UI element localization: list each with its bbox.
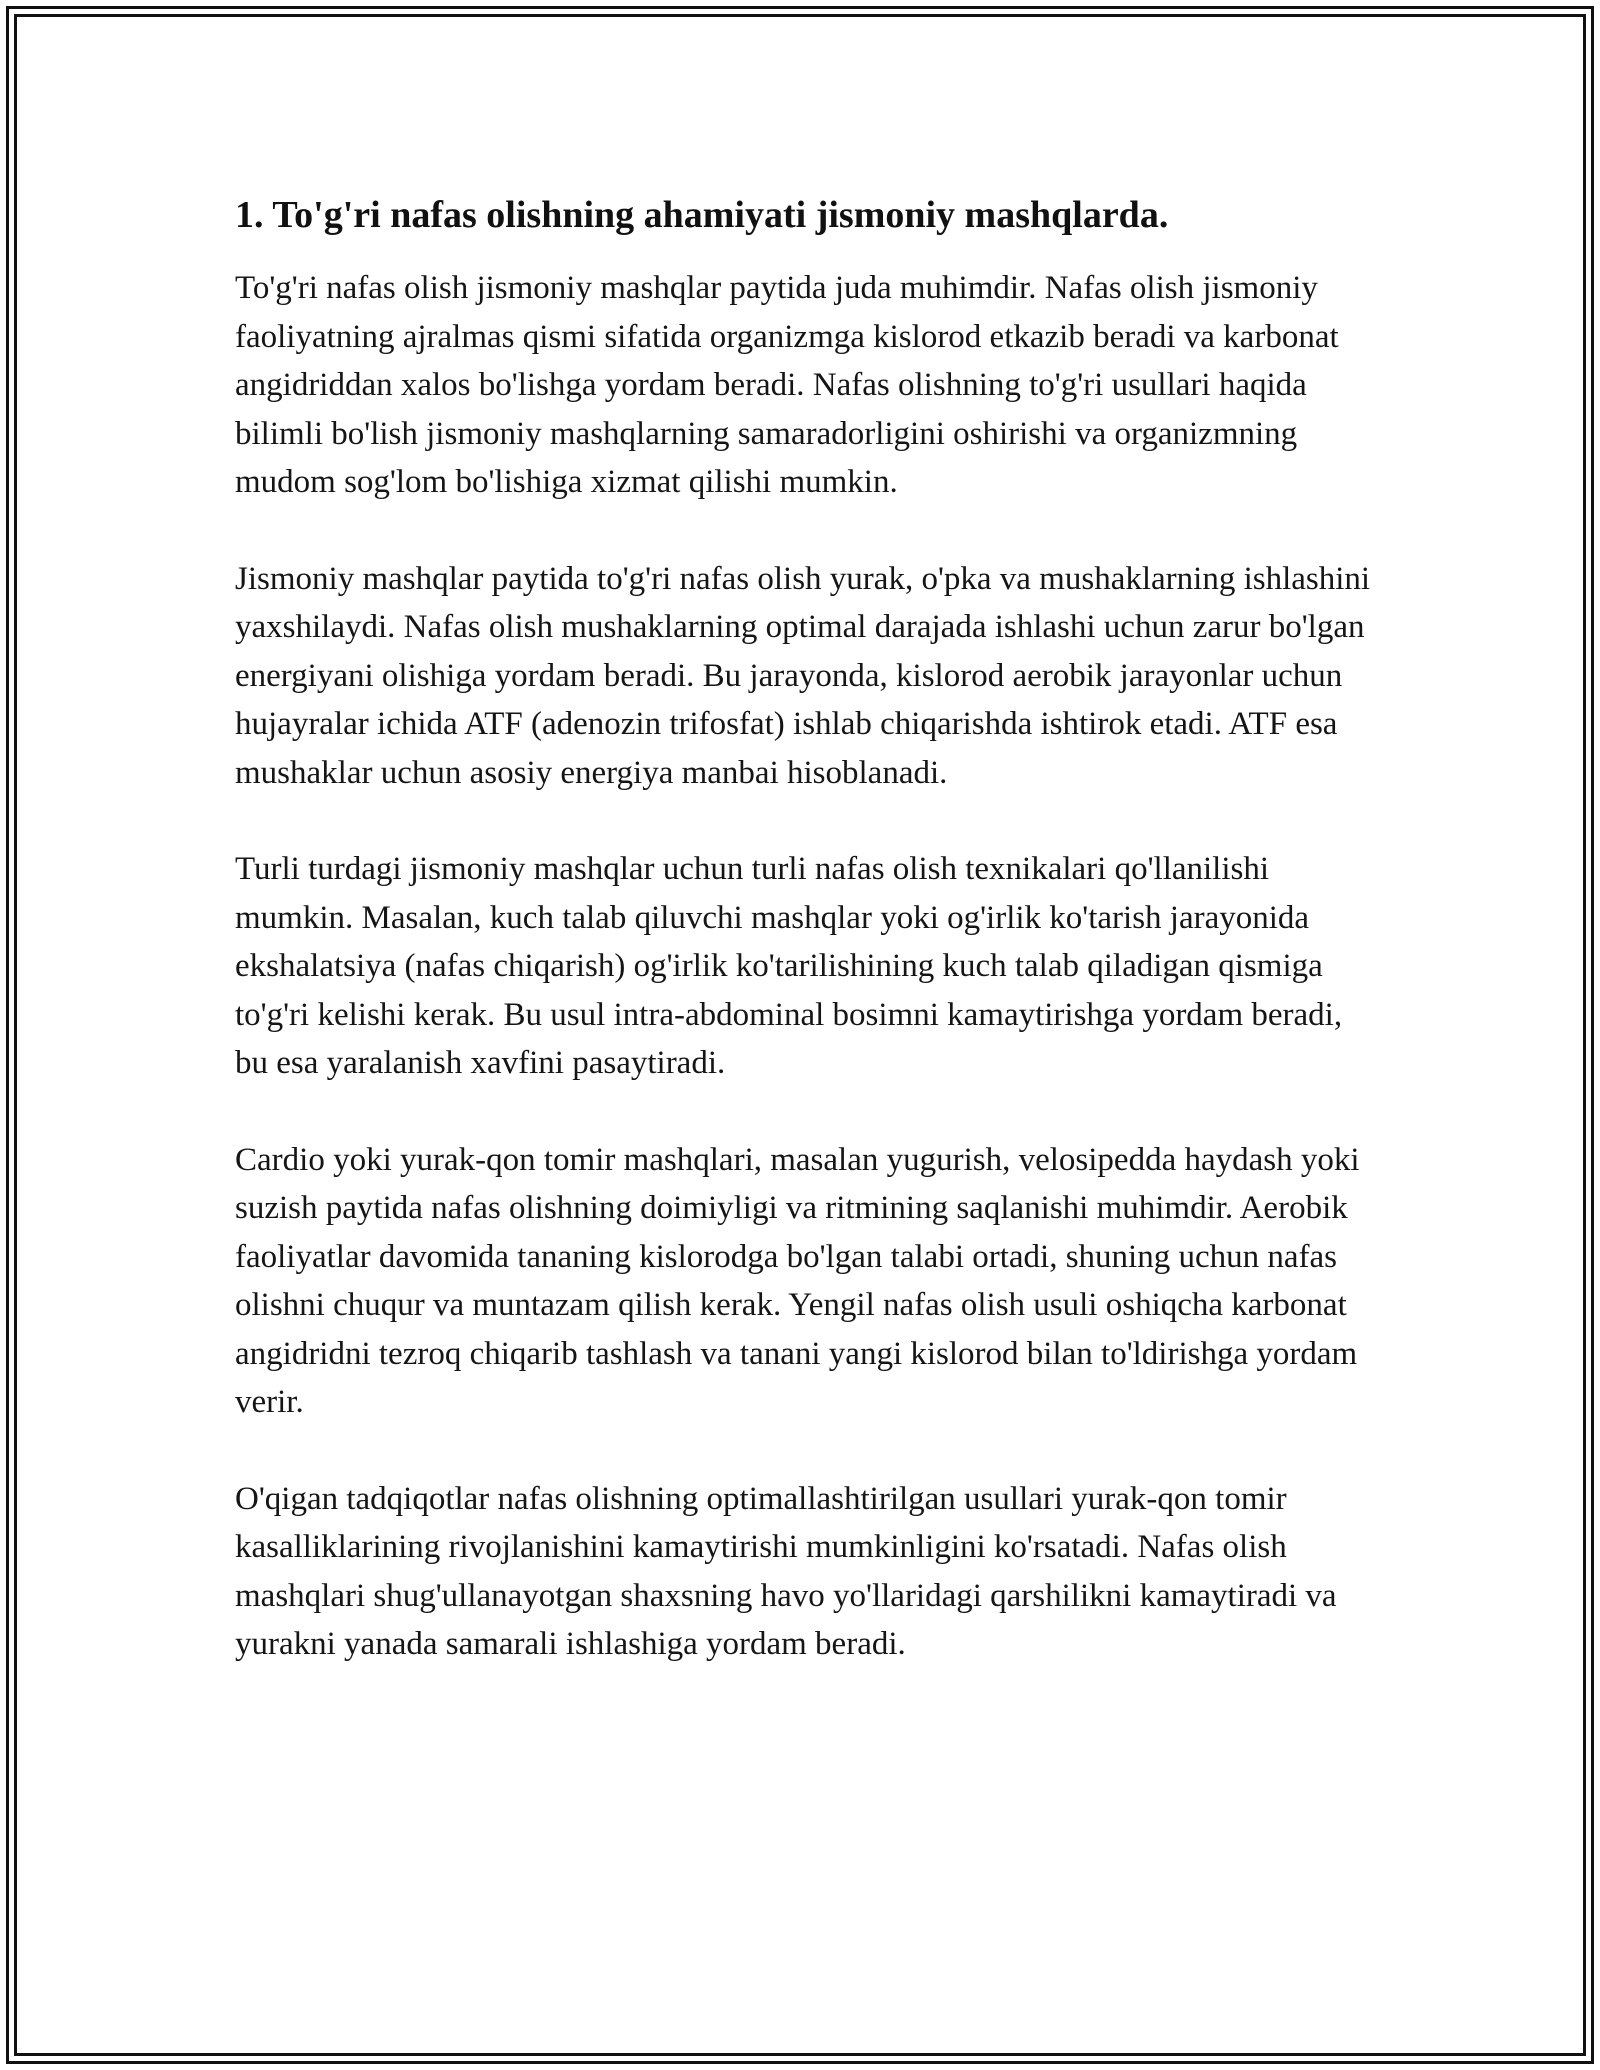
paragraph-1: To'g'ri nafas olish jismoniy mashqlar paytida juda muhimdir. Nafas olish jismoniy faoliyatning ajralmas qismi sifatida organizmga kislorod etkazib beradi va karbonat angidriddan xalos bo'lishga yordam beradi. Nafas olishning to'g'ri usullari haqida bilimli bo'lish jismoniy mashqlarning samaradorligini oshirishi va organizmning mudom sog'lom bo'lishiga xizmat qilishi mumkin. (235, 270, 1339, 500)
paragraph-3: Turli turdagi jismoniy mashqlar uchun turli nafas olish texnikalari qo'llanilishi mumkin. Masalan, kuch talab qiluvchi mashqlar yoki og'irlik ko'tarish jarayonida ekshalatsiya (nafas chiqarish) og'irlik ko'tarilishining kuch talab qiladigan qismiga to'g'ri kelishi kerak. Bu usul intra-abdominal bosimni kamaytirishga yordam beradi, bu esa yaralanish xavfini pasaytiradi. (235, 851, 1343, 1081)
section-heading: 1. To'g'ri nafas olishning ahamiyati jismoniy mashqlarda. (235, 194, 1169, 236)
paragraph-5: O'qigan tadqiqotlar nafas olishning optimallashtirilgan usullari yurak-qon tomir kasalliklarining rivojlanishini kamaytirishi mumkinligini ko'rsatadi. Nafas olish mashqlari shug'ullanayotgan shaxsning havo yo'llaridagi qarshilikni kamaytiradi va yurakni yanada samarali ishlashiga yordam beradi. (235, 1480, 1337, 1662)
paragraph-2: Jismoniy mashqlar paytida to'g'ri nafas olish yurak, o'pka va mushaklarning ishlashini yaxshilaydi. Nafas olish mushaklarning optimal darajada ishlashi uchun zarur bo'lgan energiyani olishiga yordam beradi. Bu jarayonda, kislorod aerobik jarayonlar uchun hujayralar ichida ATF (adenozin trifosfat) ishlab chiqarishda ishtirok etadi. ATF esa mushaklar uchun asosiy energiya manbai hisoblanadi. (235, 560, 1371, 791)
document-body (235, 186, 1375, 1669)
paragraph-4: Cardio yoki yurak-qon tomir mashqlari, masalan yugurish, velosipedda haydash yoki suzish paytida nafas olishning doimiyligi va ritmining saqlanishi muhimdir. Aerobik faoliyatlar davomida tananing kislorodga bo'lgan talabi ortadi, shuning uchun nafas olishni chuqur va muntazam qilish kerak. Yengil nafas olish usuli oshiqcha karbonat angidridni tezroq chiqarib tashlash va tanani yangi kislorod bilan to'ldirishga yordam verir. (235, 1141, 1360, 1420)
